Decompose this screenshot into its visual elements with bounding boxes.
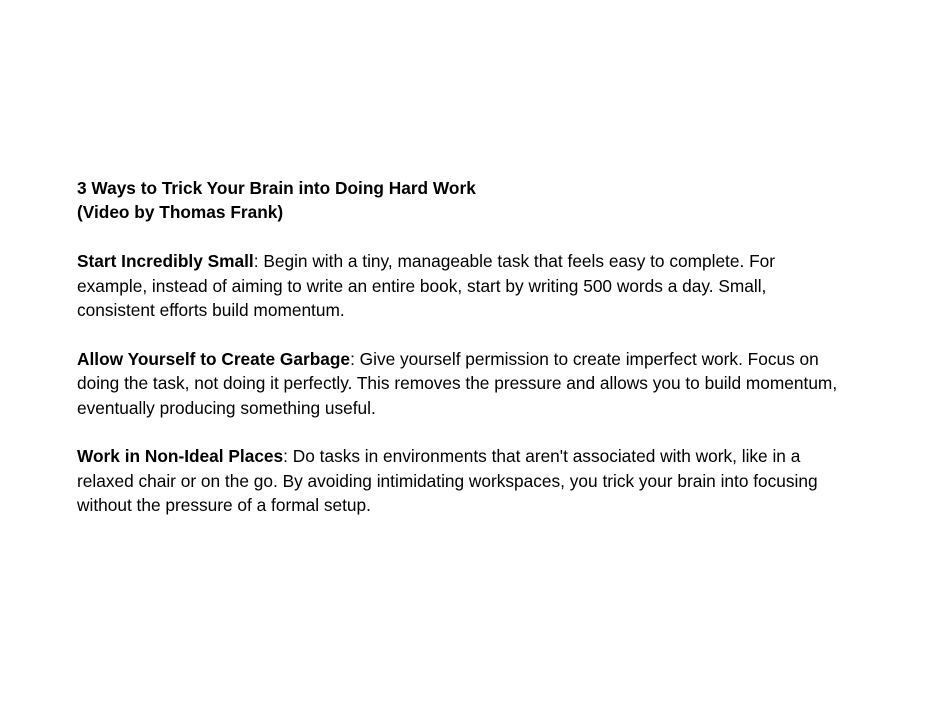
- document-title: 3 Ways to Trick Your Brain into Doing Hard Work: [77, 178, 476, 198]
- section-text: : Begin with a tiny, manageable task that feels easy to complete. For example, instead of aiming to write an entire book, start by writing 500 words a day. Small, consistent efforts build momentum.: [77, 251, 775, 321]
- section-paragraph: [77, 249, 847, 322]
- section-paragraph: [77, 347, 847, 420]
- document-body: [77, 176, 847, 518]
- document-subtitle: (Video by Thomas Frank): [77, 202, 284, 223]
- section-term: Work in Non-Ideal Places: [77, 446, 284, 467]
- section-paragraph: [77, 444, 847, 517]
- section-term: Allow Yourself to Create Garbage: [77, 348, 351, 369]
- section-text: : Do tasks in environments that aren't associated with work, like in a relaxed chair or on the go. By avoiding intimidating workspaces, you trick your brain into focusing without the pressure of a formal setup.: [77, 446, 818, 516]
- section-text: : Give yourself permission to create imperfect work. Focus on doing the task, not doing it perfectly. This removes the pressure and allows you to build momentum, eventually producing something useful.: [77, 348, 838, 418]
- document-heading: [77, 176, 847, 225]
- section-term: Start Incredibly Small: [77, 251, 254, 272]
